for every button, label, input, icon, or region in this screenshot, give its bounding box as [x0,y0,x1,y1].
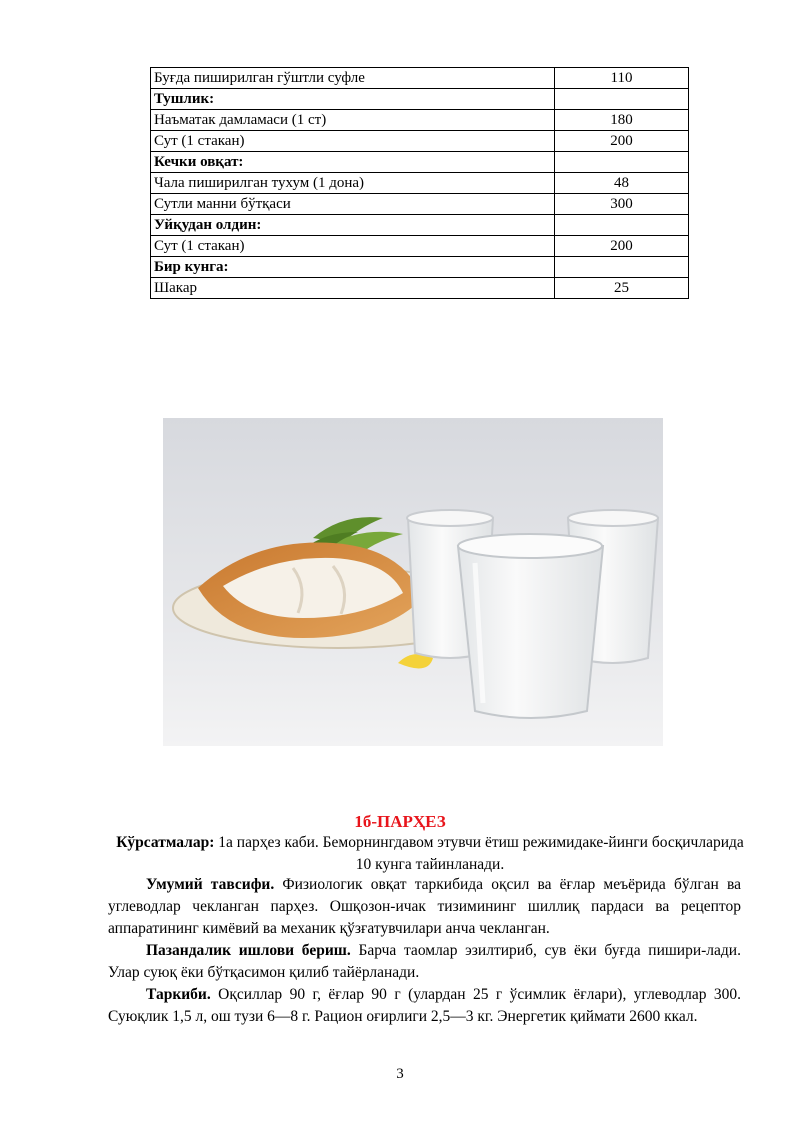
meal-section-row [151,152,689,173]
menu-item-name: Наъматак дамламаси (1 ст) [151,110,555,131]
meal-section-label: Уйқудан олдин: [151,215,555,236]
menu-item-amount: 200 [555,131,689,152]
menu-item-amount [555,89,689,110]
indications-paragraph [115,832,745,876]
menu-item-row [151,194,689,215]
menu-item-row [151,131,689,152]
menu-item-amount: 25 [555,278,689,299]
menu-item-name: Шакар [151,278,555,299]
menu-item-amount: 180 [555,110,689,131]
cooking-paragraph [108,940,741,984]
indications-text: 1а парҳез каби. Беморнингдавом этувчи ётиш режимидаке-йинги босқичларида 10 кунга тайинланади. [214,834,744,873]
page-number: 3 [396,1066,404,1082]
menu-item-row [151,110,689,131]
menu-table [150,67,689,299]
meal-section-label: Тушлик: [151,89,555,110]
composition-label: Таркиби. [146,986,211,1003]
menu-item-name: Сут (1 стакан) [151,236,555,257]
description-paragraph [108,874,741,940]
cooking-text: Барча таомлар эзилтириб, сув ёки буғда пишири-лади. Улар суюқ ёки бўтқасимон қилиб тайёрланади. [108,942,741,981]
menu-item-name: Сутли манни бўтқаси [151,194,555,215]
cooking-label: Пазандалик ишлови бериш. [146,942,351,959]
meal-section-label: Бир кунга: [151,257,555,278]
menu-item-row [151,173,689,194]
menu-item-amount: 200 [555,236,689,257]
composition-paragraph [108,984,741,1028]
menu-item-amount: 110 [555,68,689,89]
menu-item-amount: 48 [555,173,689,194]
meal-section-row [151,89,689,110]
diet-title: 1б-ПАРҲЕЗ [354,812,446,831]
meal-section-row [151,257,689,278]
description-text: Физиологик овқат таркибида оқсил ва ёғлар меъёрида бўлган ва углеводлар чекланган парҳез. Ошқозон-ичак тизимининг шиллиқ пардаси ва рецептор аппаратининг кимёвий ва механик қўзғатувчилари анча чекланган. [108,876,741,937]
meal-section-row [151,215,689,236]
indications-label: Кўрсатмалар: [116,834,215,851]
menu-item-row [151,278,689,299]
menu-item-row [151,236,689,257]
menu-item-amount [555,215,689,236]
menu-item-name: Буғда пиширилган гўштли суфле [151,68,555,89]
menu-item-row [151,68,689,89]
composition-text: Оқсиллар 90 г, ёғлар 90 г (улардан 25 г ўсимлик ёғлари), углеводлар 300. Суюқлик 1,5 л, ош тузи 6—8 г. Рацион оғирлиги 2,5—3 кг. Энергетик қиймати 2600 ккал. [108,986,741,1025]
menu-item-amount: 300 [555,194,689,215]
menu-item-amount [555,152,689,173]
description-label: Умумий тавсифи. [146,876,275,893]
meal-section-label: Кечки овқат: [151,152,555,173]
menu-item-amount [555,257,689,278]
menu-item-name: Сут (1 стакан) [151,131,555,152]
menu-item-name: Чала пиширилган тухум (1 дона) [151,173,555,194]
food-photo [163,418,663,746]
